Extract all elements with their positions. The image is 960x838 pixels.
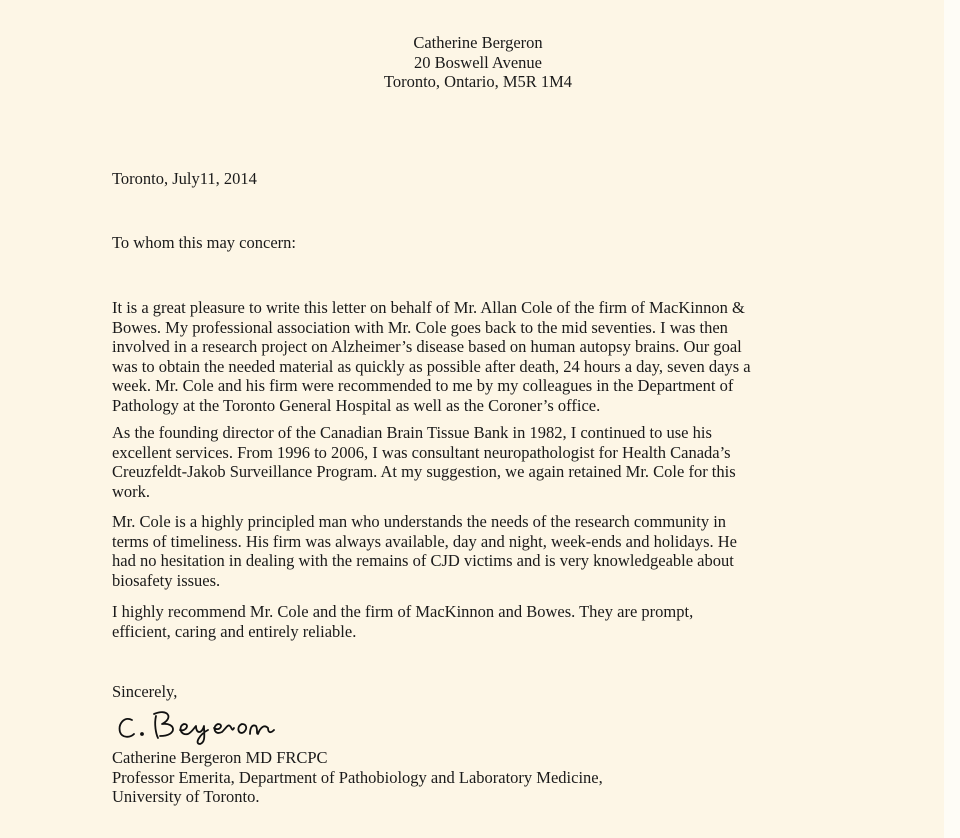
line: terms of timeliness. His firm was always available, day and night, week-ends and holidays. He [112,531,738,551]
line: Pathology at the Toronto General Hospital as well as the Coroner’s office. [112,395,601,415]
line: Bowes. My professional association with Mr. Cole goes back to the mid seventies. I was then [112,317,728,337]
page-edge [944,0,960,838]
letter-date: Toronto, July11, 2014 [112,169,257,188]
line: As the founding director of the Canadian Brain Tissue Bank in 1982, I continued to use his [112,423,712,442]
line: I highly recommend Mr. Cole and the firm of MacKinnon and Bowes. They are prompt, [112,602,694,621]
line: had no hesitation in dealing with the remains of CJD victims and is very knowledgeable about [112,551,734,571]
salutation: To whom this may concern: [112,233,296,252]
line: involved in a research project on Alzheimer’s disease based on human autopsy brains. Our goal [112,337,742,357]
letterhead [0,33,956,92]
signatory-name: Catherine Bergeron MD FRCPC [112,748,328,767]
paragraph-3 [112,512,737,590]
line: biosafety issues. [112,570,221,590]
sender-city: Toronto, Ontario, M5R 1M4 [383,72,573,91]
sender-street: 20 Boswell Avenue [413,52,542,72]
line: excellent services. From 1996 to 2006, I was consultant neuropathologist for Health Canada’s [112,442,731,462]
line: It is a great pleasure to write this letter on behalf of Mr. Allan Cole of the firm of MacKinnon & [112,298,745,317]
line: Creuzfeldt-Jakob Surveillance Program. At my suggestion, we again retained Mr. Cole for this [112,462,736,482]
signatory-title: Professor Emerita, Department of Pathobiology and Laboratory Medicine, [112,767,603,787]
handwritten-signature [116,706,306,746]
line: was to obtain the needed material as quickly as possible after death, 24 hours a day, seven days a [112,356,751,376]
line: work. [112,481,151,501]
signature-block [112,748,603,807]
line: Mr. Cole is a highly principled man who understands the needs of the research community in [112,512,727,531]
signatory-institution: University of Toronto. [112,787,260,807]
paragraph-2 [112,423,736,501]
paragraph-4 [112,602,693,641]
closing: Sincerely, [112,682,178,701]
sender-name: Catherine Bergeron [413,33,543,52]
paragraph-1 [112,298,751,416]
line: week. Mr. Cole and his firm were recommended to me by my colleagues in the Department of [112,376,734,396]
line: efficient, caring and entirely reliable. [112,621,357,641]
